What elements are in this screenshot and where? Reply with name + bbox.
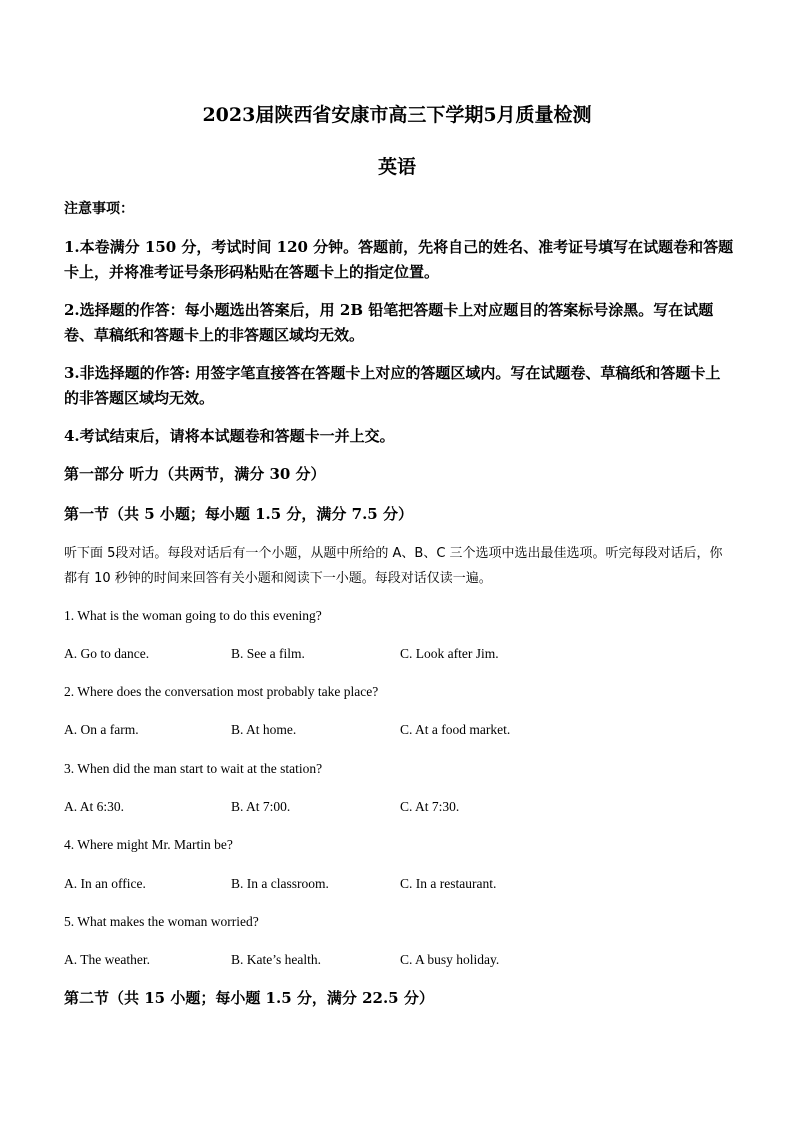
question-2-options — [64, 720, 734, 740]
question-3: 3. When did the man start to wait at the station? — [64, 761, 323, 776]
option-c: C. Look after Jim. — [400, 646, 499, 661]
question-5: 5. What makes the woman worried? — [64, 914, 259, 929]
notice-item-1: 1.本卷满分 150 分，考试时间 120 分钟。答题前，先将自己的姓名、准考证号填写在试题卷和答题卡上，并将准考证号条形码粘贴在答题卡上的指定位置。 — [64, 238, 734, 281]
section2-heading: 第二节（共 15 小题；每小题 1.5 分，满分 22.5 分） — [64, 989, 434, 1007]
part1-heading: 第一部分 听力（共两节，满分 30 分） — [64, 465, 326, 483]
notice-item-3: 3.非选择题的作答: 用签字笔直接答在答题卡上对应的答题区域内。写在试题卷、草稿纸和答题卡上的非答题区域均无效。 — [64, 364, 721, 407]
exam-title: 2023届陕西省安康市高三下学期5月质量检测 — [202, 104, 592, 126]
question-4: 4. Where might Mr. Martin be? — [64, 837, 233, 852]
option-a: A. Go to dance. — [64, 646, 150, 661]
option-a: A. At 6:30. — [64, 799, 125, 814]
section1-heading: 第一节（共 5 小题；每小题 1.5 分，满分 7.5 分） — [64, 505, 413, 523]
question-2: 2. Where does the conversation most probably take place? — [64, 684, 379, 699]
option-b: B. At 7:00. — [231, 799, 291, 814]
option-a: A. The weather. — [64, 952, 150, 967]
option-a: A. On a farm. — [64, 722, 139, 737]
question-4-options — [64, 874, 734, 894]
option-b: B. See a film. — [231, 646, 305, 661]
section1-instructions: 听下面 5段对话。每段对话后有一个小题，从题中所给的 A、B、C 三个选项中选出最佳选项。听完每段对话后，你都有 10 秒钟的时间来回答有关小题和阅读下一小题。每段对话仅读一遍。 — [64, 546, 723, 586]
option-c: C. In a restaurant. — [400, 876, 497, 891]
question-5-options — [64, 950, 734, 970]
option-c: C. At a food market. — [400, 722, 511, 737]
notice-item-2: 2.选择题的作答：每小题选出答案后，用 2B 铅笔把答题卡上对应题目的答案标号涂黑。写在试题卷、草稿纸和答题卡上的非答题区域均无效。 — [64, 301, 714, 344]
subject-title: 英语 — [377, 156, 416, 178]
question-1-options — [64, 644, 734, 664]
option-b: B. At home. — [231, 722, 297, 737]
notice-label: 注意事项： — [64, 201, 134, 217]
option-b: B. In a classroom. — [231, 876, 329, 891]
notice-item-4: 4.考试结束后，请将本试题卷和答题卡一并上交。 — [64, 427, 395, 445]
option-a: A. In an office. — [64, 876, 146, 891]
option-c: C. At 7:30. — [400, 799, 460, 814]
option-b: B. Kate’s health. — [231, 952, 321, 967]
question-1: 1. What is the woman going to do this evening? — [64, 608, 322, 623]
option-c: C. A busy holiday. — [400, 952, 500, 967]
question-3-options — [64, 797, 734, 817]
